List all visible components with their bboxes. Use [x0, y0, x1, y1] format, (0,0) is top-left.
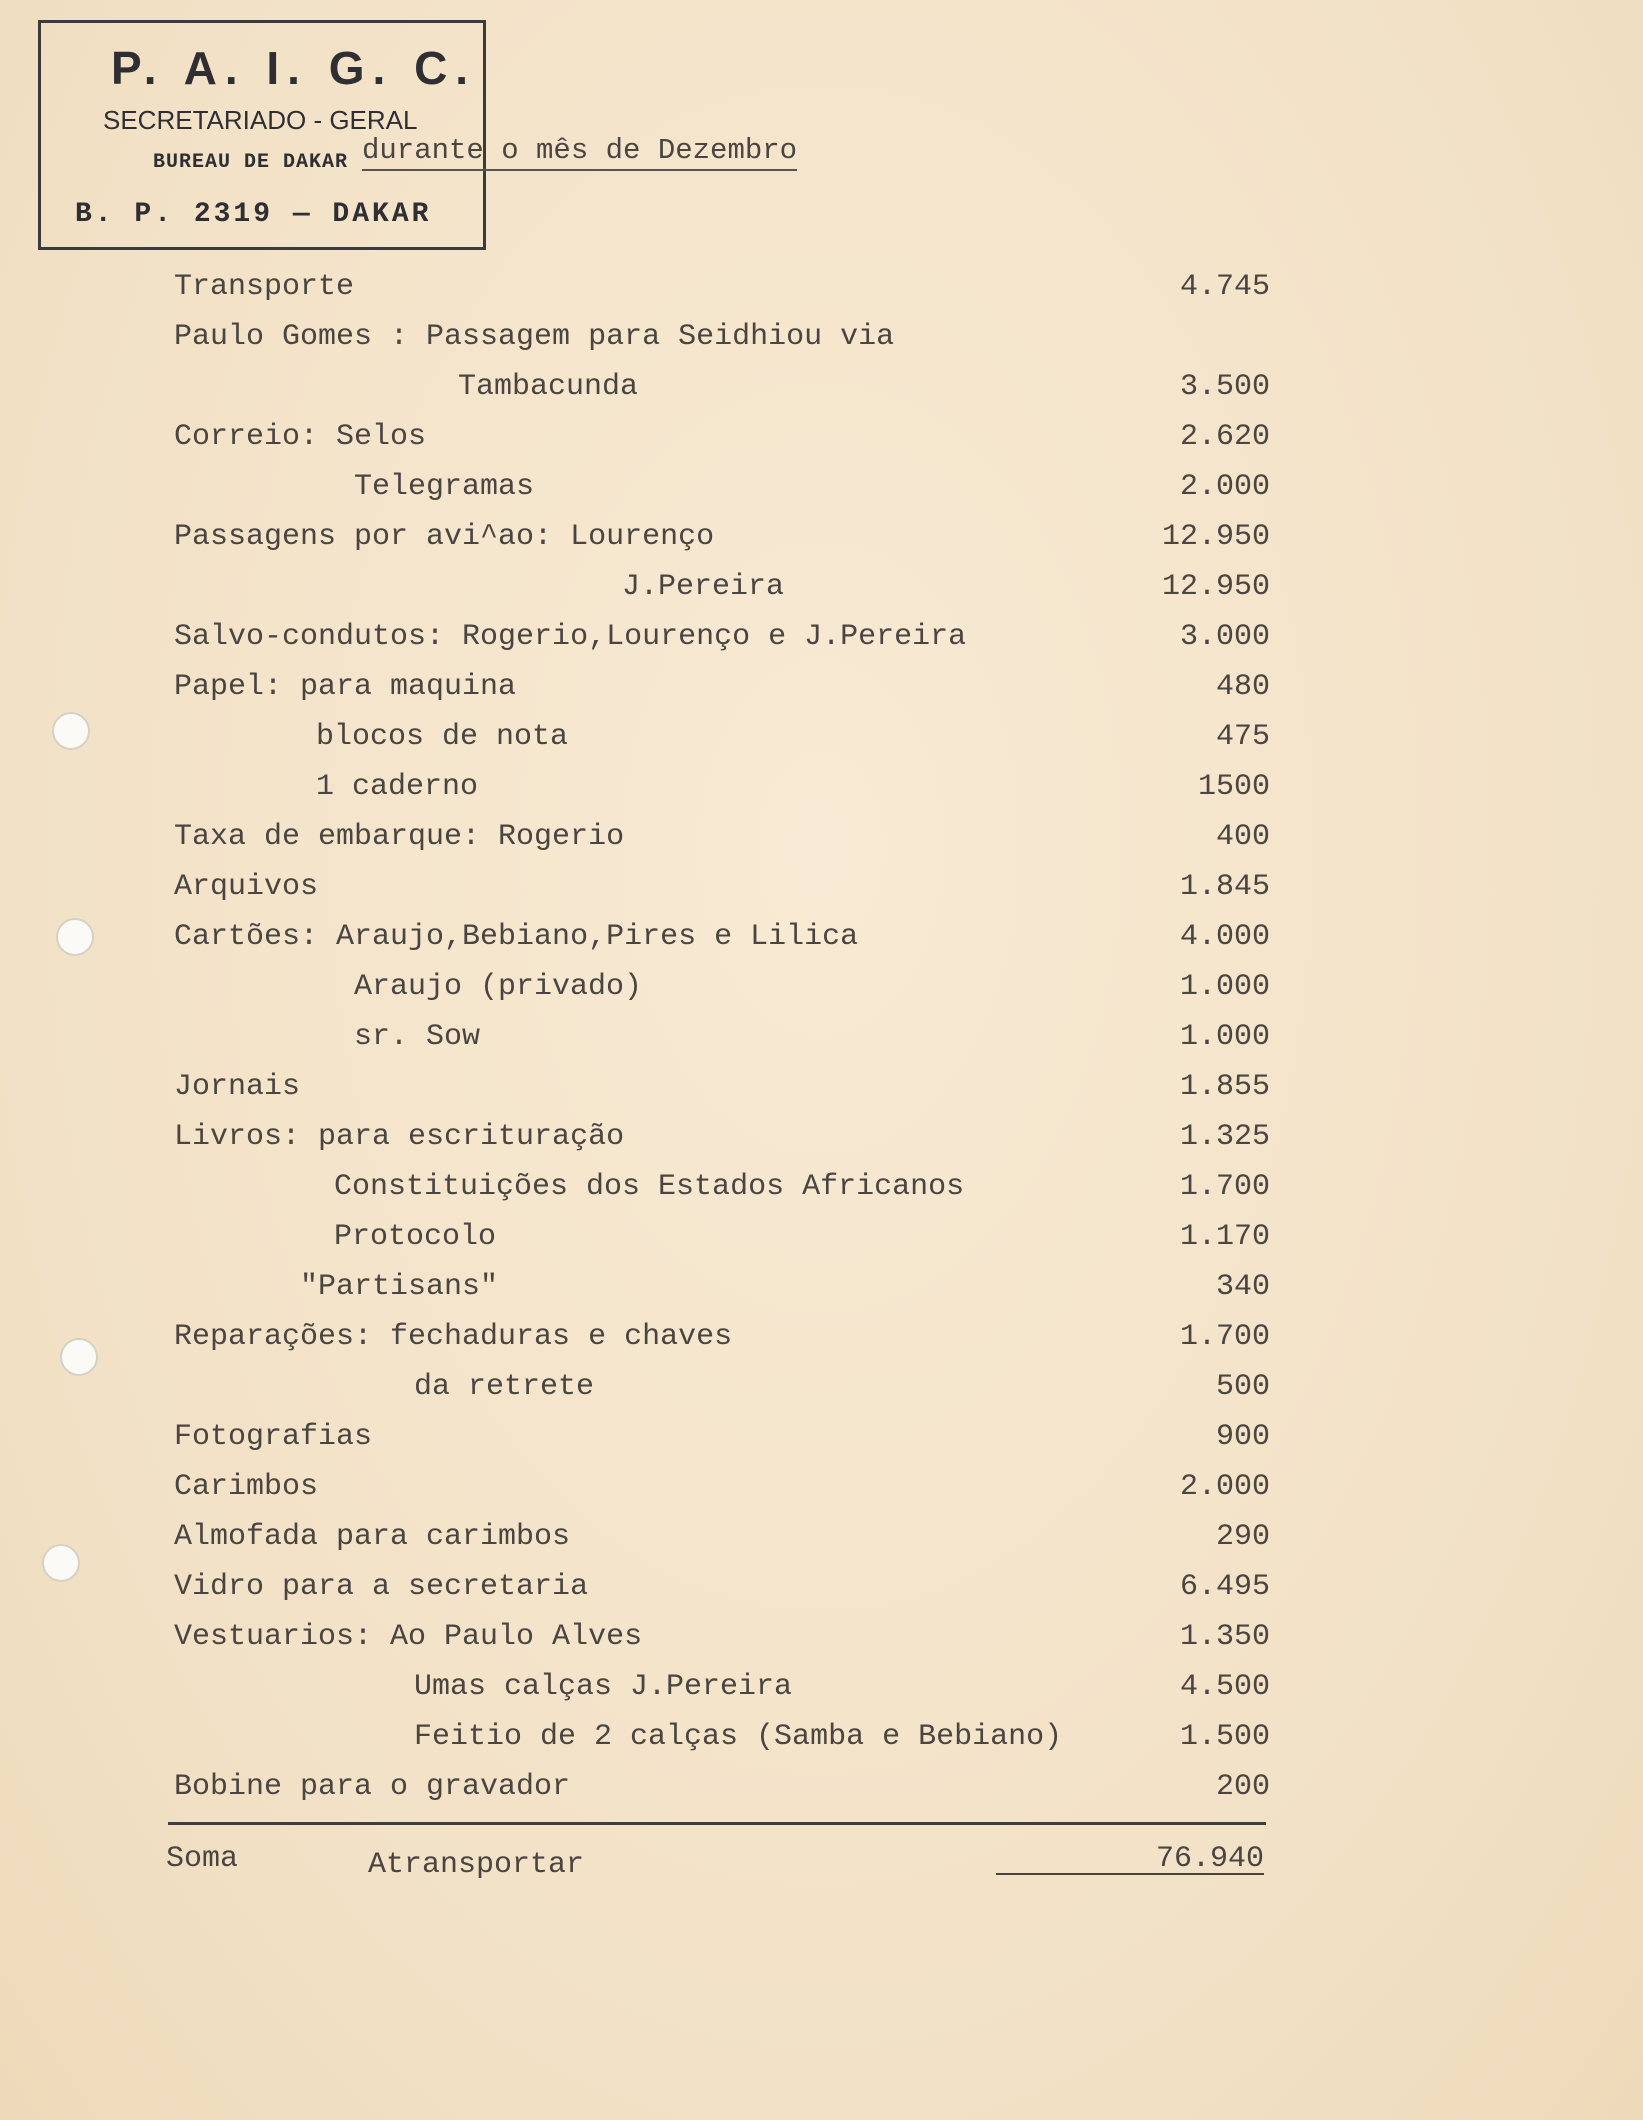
expense-amount: 500: [1215, 1370, 1270, 1404]
expense-amount: 12.950: [1161, 570, 1270, 604]
expense-amount: 4.745: [1179, 270, 1270, 304]
expense-label: Livros: para escrituração: [174, 1120, 625, 1154]
expense-label: Passagens por avi^ao: Lourenço: [174, 520, 715, 554]
punch-hole: [60, 1338, 98, 1376]
expense-label: J.Pereira: [622, 570, 785, 604]
expense-amount: 1.170: [1179, 1220, 1270, 1254]
expense-label: Transporte: [174, 270, 355, 304]
expense-amount: 475: [1215, 720, 1270, 754]
expense-label: Arquivos: [174, 870, 319, 904]
expense-label: Constituições dos Estados Africanos: [334, 1170, 965, 1204]
expense-label: Jornais: [174, 1070, 301, 1104]
expense-label: Cartões: Araujo,Bebiano,Pires e Lilica: [174, 920, 859, 954]
expense-amount: 3.500: [1179, 370, 1270, 404]
expense-amount: 2.000: [1179, 1470, 1270, 1504]
expense-amount: 12.950: [1161, 520, 1270, 554]
expense-label: Telegramas: [354, 470, 535, 504]
expense-label: Feitio de 2 calças (Samba e Bebiano): [414, 1720, 1063, 1754]
expense-amount: 4.500: [1179, 1670, 1270, 1704]
expense-amount: 3.000: [1179, 620, 1270, 654]
total-amount: 76.940: [1155, 1842, 1264, 1876]
expense-amount: 1500: [1197, 770, 1270, 804]
expense-label: Taxa de embarque: Rogerio: [174, 820, 625, 854]
expense-amount: 400: [1215, 820, 1270, 854]
punch-hole: [52, 712, 90, 750]
expense-label: Correio: Selos: [174, 420, 427, 454]
stamp-line-2: SECRETARIADO - GERAL: [103, 105, 418, 135]
expense-label: Protocolo: [334, 1220, 497, 1254]
expense-label: Paulo Gomes : Passagem para Seidhiou via: [174, 320, 895, 354]
stamp-line-4: B. P. 2319 — DAKAR: [75, 199, 432, 230]
expense-label: Tambacunda: [458, 370, 639, 404]
expense-label: "Partisans": [300, 1270, 499, 1304]
expense-amount: 1.000: [1179, 970, 1270, 1004]
total-underline: [996, 1873, 1264, 1875]
punch-hole: [56, 918, 94, 956]
expense-amount: 1.350: [1179, 1620, 1270, 1654]
expense-label: Araujo (privado): [354, 970, 643, 1004]
punch-hole: [42, 1544, 80, 1582]
sum-divider: [168, 1822, 1266, 1825]
expense-label: Carimbos: [174, 1470, 319, 1504]
expense-label: Reparações: fechaduras e chaves: [174, 1320, 733, 1354]
expense-amount: 340: [1215, 1270, 1270, 1304]
expense-label: Almofada para carimbos: [174, 1520, 571, 1554]
expense-amount: 1.700: [1179, 1320, 1270, 1354]
stamp-line-1: P. A. I. G. C.: [111, 42, 477, 94]
transport-label: Atransportar: [368, 1848, 585, 1882]
expense-label: Salvo-condutos: Rogerio,Lourenço e J.Pereira: [174, 620, 967, 654]
expense-label: Bobine para o gravador: [174, 1770, 571, 1804]
expense-amount: 1.845: [1179, 870, 1270, 904]
expense-label: da retrete: [414, 1370, 595, 1404]
expense-label: sr. Sow: [354, 1020, 481, 1054]
expense-label: 1 caderno: [316, 770, 479, 804]
expense-amount: 2.000: [1179, 470, 1270, 504]
expense-amount: 1.000: [1179, 1020, 1270, 1054]
expense-amount: 1.500: [1179, 1720, 1270, 1754]
expense-amount: 480: [1215, 670, 1270, 704]
expense-label: Papel: para maquina: [174, 670, 517, 704]
soma-label: Soma: [166, 1842, 239, 1876]
expense-amount: 1.700: [1179, 1170, 1270, 1204]
expense-label: Fotografias: [174, 1420, 373, 1454]
document-heading: durante o mês de Dezembro: [362, 134, 797, 171]
expense-amount: 6.495: [1179, 1570, 1270, 1604]
expense-amount: 200: [1215, 1770, 1270, 1804]
expense-label: blocos de nota: [316, 720, 569, 754]
expense-amount: 1.855: [1179, 1070, 1270, 1104]
expense-amount: 4.000: [1179, 920, 1270, 954]
stamp-line-3: BUREAU DE DAKAR: [153, 151, 349, 174]
expense-amount: 900: [1215, 1420, 1270, 1454]
expense-amount: 290: [1215, 1520, 1270, 1554]
expense-label: Vestuarios: Ao Paulo Alves: [174, 1620, 643, 1654]
expense-label: Vidro para a secretaria: [174, 1570, 589, 1604]
expense-label: Umas calças J.Pereira: [414, 1670, 793, 1704]
expense-amount: 1.325: [1179, 1120, 1270, 1154]
expense-amount: 2.620: [1179, 420, 1270, 454]
